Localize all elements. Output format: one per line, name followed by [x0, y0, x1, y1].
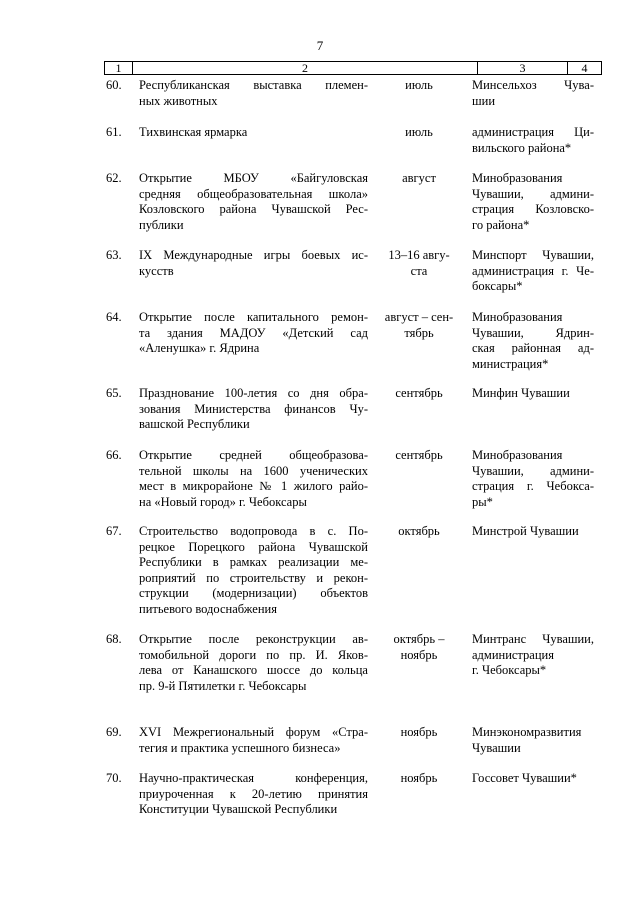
event-date-line: июль: [405, 125, 433, 139]
event-name: [139, 632, 368, 694]
event-name: [139, 725, 368, 756]
event-date-line: июль: [405, 78, 433, 92]
event-date: [378, 632, 460, 663]
responsible-org-line: Минтранс Чувашии,: [472, 632, 594, 646]
table-header: [104, 61, 602, 75]
row-number: 63.: [106, 248, 122, 262]
responsible-org: [472, 386, 594, 402]
event-date-line: ноябрь: [400, 647, 438, 662]
responsible-org-line: Минобразования: [472, 310, 563, 324]
event-date-line: октябрь: [398, 524, 440, 538]
row-number: 69.: [106, 725, 122, 739]
responsible-org-line: страция г. Чебокса-: [472, 479, 594, 493]
event-name-line: Тихвинская ярмарка: [139, 125, 248, 139]
header-col-4: 4: [581, 61, 588, 75]
event-name-line: XVI Межрегиональный форум «Стра-: [139, 725, 368, 739]
event-name-line: IX Международные игры боевых ис-: [139, 248, 368, 262]
event-name: [139, 524, 368, 617]
responsible-org-line: страция Козловско-: [472, 202, 594, 216]
row-number: 67.: [106, 524, 122, 538]
responsible-org: [472, 524, 594, 540]
responsible-org-line: вильского района*: [472, 140, 572, 155]
event-name-line: мест в микрорайоне № 1 жилого райо-: [139, 479, 368, 493]
responsible-org-line: Минспорт Чувашии,: [472, 248, 594, 262]
header-col-3: 3: [478, 62, 568, 74]
responsible-org-line: Минобразования: [472, 448, 563, 462]
event-name: [139, 386, 368, 433]
responsible-org: [472, 125, 594, 156]
responsible-org-line: Минстрой Чувашии: [472, 524, 579, 538]
event-name-line: Открытие после капитального ремон-: [139, 310, 368, 324]
responsible-org-line: министрация*: [472, 356, 549, 371]
event-date-line: ноябрь: [400, 771, 438, 785]
responsible-org: [472, 78, 594, 109]
responsible-org: [472, 171, 594, 233]
row-number: 64.: [106, 310, 122, 324]
event-date: [378, 125, 460, 141]
event-name-line: Козловского района Чувашской Рес-: [139, 202, 368, 216]
row-number: 68.: [106, 632, 122, 646]
event-date: [378, 310, 460, 341]
responsible-org-line: го района*: [472, 217, 530, 232]
row-number: 61.: [106, 125, 122, 139]
responsible-org-line: боксары*: [472, 279, 523, 293]
responsible-org-line: администрация: [472, 647, 554, 662]
event-name-line: лева от Канашского шоссе до кольца: [139, 663, 368, 677]
event-date-line: август: [402, 171, 436, 185]
event-date-line: ноябрь: [400, 725, 438, 739]
event-name-line: Строительство водопровода в с. По-: [139, 524, 368, 538]
event-name-line: пр. 9-й Пятилетки г. Чебоксары: [139, 678, 307, 693]
responsible-org: [472, 248, 594, 295]
event-name-line: публики: [139, 217, 184, 232]
event-date-line: тябрь: [404, 325, 434, 340]
responsible-org-line: Чувашии, админи-: [472, 463, 594, 478]
header-col-2: 2: [133, 62, 478, 74]
event-name-line: Республики в рамках реализации ме-: [139, 555, 368, 569]
responsible-org-line: администрация Ци-: [472, 125, 594, 139]
event-name-line: рецкое Порецкого района Чувашской: [139, 539, 368, 554]
row-number: 65.: [106, 386, 122, 400]
event-name-line: ных животных: [139, 93, 218, 108]
event-name-line: зования Министерства финансов Чу-: [139, 401, 368, 416]
event-date-line: сентябрь: [395, 386, 443, 400]
responsible-org-line: Минэкономразвития: [472, 725, 582, 739]
event-name: [139, 125, 368, 141]
row-number: 70.: [106, 771, 122, 785]
responsible-org-line: ская районная ад-: [472, 341, 594, 355]
responsible-org-line: администрация г. Че-: [472, 263, 594, 278]
event-name-line: Открытие после реконструкции ав-: [139, 632, 368, 646]
responsible-org: [472, 632, 594, 679]
row-number: 62.: [106, 171, 122, 185]
responsible-org-line: Минобразования: [472, 171, 563, 185]
event-date: [378, 171, 460, 187]
event-date-line: сентябрь: [395, 448, 443, 462]
event-name-line: Конституции Чувашской Республики: [139, 802, 338, 816]
event-name-line: Республиканская выставка племен-: [139, 78, 368, 92]
event-name-line: струкции (модернизации) объектов: [139, 586, 368, 600]
event-date: [378, 386, 460, 402]
responsible-org-line: ры*: [472, 494, 493, 509]
event-name: [139, 171, 368, 233]
event-name-line: та здания МАДОУ «Детский сад: [139, 325, 368, 340]
event-date-line: август – сен-: [384, 310, 454, 324]
responsible-org: [472, 771, 594, 787]
event-name-line: вашской Республики: [139, 417, 250, 431]
responsible-org: [472, 310, 594, 372]
row-number: 66.: [106, 448, 122, 462]
event-name-line: Научно-практическая конференция,: [139, 771, 368, 785]
event-date-line: октябрь –: [393, 632, 445, 646]
event-name: [139, 248, 368, 279]
event-date: [378, 248, 460, 279]
responsible-org: [472, 725, 594, 756]
event-date: [378, 725, 460, 741]
responsible-org-line: Минсельхоз Чува-: [472, 78, 594, 92]
event-name: [139, 448, 368, 510]
event-name: [139, 771, 368, 818]
event-name-line: томобильной дороги по пр. И. Яков-: [139, 647, 368, 662]
event-name-line: роприятий по строительству и рекон-: [139, 570, 368, 585]
event-name: [139, 310, 368, 357]
event-name-line: «Аленушка» г. Ядрина: [139, 341, 260, 355]
event-date-line: ста: [410, 263, 428, 278]
event-name-line: Открытие средней общеобразова-: [139, 448, 368, 462]
responsible-org-line: Чувашии: [472, 740, 521, 755]
event-name-line: питьевого водоснабжения: [139, 601, 277, 616]
header-col-1: 1: [105, 62, 133, 74]
event-date: [378, 524, 460, 540]
event-date-line: 13–16 авгу-: [388, 248, 450, 262]
event-name-line: Празднование 100-летия со дня обра-: [139, 386, 368, 400]
event-date: [378, 448, 460, 464]
event-name-line: средняя общеобразовательная школа»: [139, 186, 368, 201]
event-name-line: на «Новый город» г. Чебоксары: [139, 494, 307, 509]
responsible-org-line: Чувашии, админи-: [472, 186, 594, 201]
responsible-org: [472, 448, 594, 510]
responsible-org-line: Минфин Чувашии: [472, 386, 570, 400]
event-date: [378, 78, 460, 94]
event-date: [378, 771, 460, 787]
responsible-org-line: шии: [472, 93, 496, 108]
responsible-org-line: г. Чебоксары*: [472, 663, 547, 677]
responsible-org-line: Госсовет Чувашии*: [472, 771, 577, 785]
event-name-line: Открытие МБОУ «Байгуловская: [139, 171, 368, 185]
event-name-line: тельной школы на 1600 ученических: [139, 463, 368, 478]
event-name-line: кусств: [139, 263, 174, 278]
responsible-org-line: Чувашии, Ядрин-: [472, 325, 594, 340]
event-name: [139, 78, 368, 109]
page-number: 7: [316, 38, 324, 53]
event-name-line: приуроченная к 20-летию принятия: [139, 786, 368, 801]
row-number: 60.: [106, 78, 122, 92]
event-name-line: тегия и практика успешного бизнеса»: [139, 740, 341, 755]
